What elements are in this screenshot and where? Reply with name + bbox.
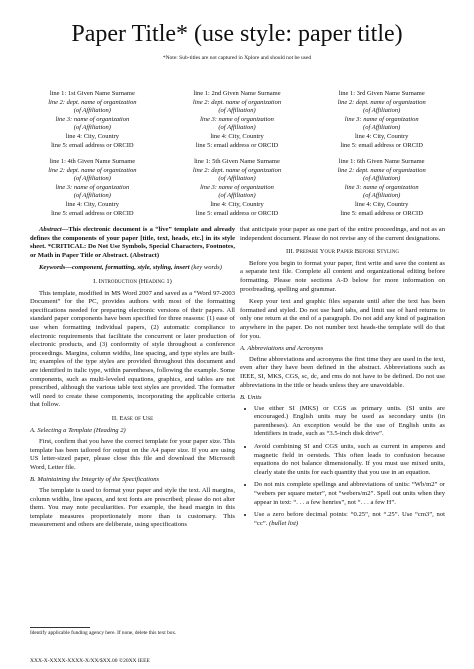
author-name: line 1: 4th Given Name Surname xyxy=(49,158,136,165)
subtitle-note: *Note: Sub-titles are not captured in Xplore and should not be used xyxy=(162,55,312,61)
author-block-4 xyxy=(20,158,165,218)
author-affiliation-2: (of Affiliation) xyxy=(73,192,111,200)
author-name: line 1: 6th Given Name Surname xyxy=(338,158,425,165)
list-item-text: Use a zero before decimal points: “0.25”, not “.25”. Use “cm3”, not “cc”. xyxy=(254,511,445,527)
list-item xyxy=(254,511,445,528)
right-column xyxy=(240,226,445,532)
author-city: line 4: City, Country xyxy=(210,200,264,208)
selecting-template-paragraph: First, confirm that you have the correct template for your paper size. This template has been tailored for output on the A4 paper size. If you are using US letter-sized paper, please close this file and download the Microsoft Word, Letter file. xyxy=(30,438,235,471)
author-org: line 3: name of organization xyxy=(200,183,274,191)
keywords-text: —component, formatting, style, styling, insert xyxy=(65,264,192,272)
author-dept: line 2: dept. name of organization xyxy=(48,98,137,106)
author-name: line 1: 5th Given Name Surname xyxy=(194,158,280,165)
keywords-lead: Keywords xyxy=(39,264,66,272)
author-affiliation: (of Affiliation) xyxy=(73,175,111,183)
author-city: line 4: City, Country xyxy=(65,200,120,208)
author-affiliation-2: (of Affiliation) xyxy=(218,124,256,132)
author-affiliation: (of Affiliation) xyxy=(218,107,256,115)
bullet-style-label: (bullet list) xyxy=(269,519,299,527)
units-bullet-list xyxy=(240,405,445,529)
author-affiliation-2: (of Affiliation) xyxy=(218,192,256,200)
subheading-abbreviations: A. Abbreviations and Acronyms xyxy=(240,345,324,353)
footnote-rule xyxy=(30,627,90,628)
author-name: line 1: 3rd Given Name Surname xyxy=(338,90,425,97)
author-affiliation: (of Affiliation) xyxy=(218,175,256,183)
section-heading-prepare: III. Prepare Your Paper Before Styling xyxy=(286,248,399,256)
author-dept: line 2: dept. name of organization xyxy=(337,98,426,106)
author-city: line 4: City, Country xyxy=(354,200,409,208)
author-email: line 5: email address or ORCID xyxy=(195,209,279,217)
author-email: line 5: email address or ORCID xyxy=(51,209,134,217)
section-heading-ease-of-use: II. Ease of Use xyxy=(111,414,154,422)
author-affiliation-2: (of Affiliation) xyxy=(73,124,111,132)
author-org: line 3: name of organization xyxy=(200,115,274,123)
abstract-lead: Abstract xyxy=(39,226,62,233)
author-email: line 5: email address or ORCID xyxy=(340,209,423,217)
subheading-selecting-template: A. Selecting a Template (Heading 2) xyxy=(30,427,126,435)
author-org: line 3: name of organization xyxy=(344,115,419,123)
keywords-style: (key words) xyxy=(191,264,222,272)
author-affiliation-2: (of Affiliation) xyxy=(363,192,401,200)
abstract-text: —This electronic document is a “live” template and already defines the components of your paper [title, text, heads, etc.] in its style sheet. *CRITICAL: Do Not Use Symbols, Special Characters, Footnotes, or Math in Paper Title or Abstract. (Abstract) xyxy=(30,226,235,259)
author-name: line 1: 2nd Given Name Surname xyxy=(193,90,281,97)
list-item: • Avoid combining SI and CGS units, such as current in amperes and magnetic field in oersteds. This often leads to confusion because equations do not balance dimensionally. If you must use mixed units, clearly state the units for each quantity that you use in an equation. xyxy=(254,443,445,477)
author-org: line 3: name of organization xyxy=(55,183,130,191)
author-dept: line 2: dept. name of organization xyxy=(192,166,282,174)
author-affiliation: (of Affiliation) xyxy=(363,107,401,115)
continued-paragraph: that anticipate your paper as one part of the entire proceedings, and not as an independent document. Please do not revise any of the current designations. xyxy=(240,226,445,242)
author-org: line 3: name of organization xyxy=(344,183,419,191)
author-block-3 xyxy=(309,90,454,150)
author-block-5 xyxy=(165,158,310,218)
intro-paragraph: This template, modified in MS Word 2007 and saved as a “Word 97-2003 Document” for the PC, provides authors with most of the formatting specifications needed for preparing electronic versions of their papers. All standard paper components have been specified for three reasons: (1) ease of use when formatting individual papers, (2) automatic compliance to electronic requirements that facilitate the concurrent or later production of electronic products, and (3) conformity of style throughout a conference proceedings. Margins, column widths, line spacing, and type styles are built-in; examples of the type styles are provided throughout this document and are identified in italic type, within parentheses, following the example. Some components, such as multi-leveled equations, graphics, and tables are not prescribed, although the various table text styles are provided. The formatter will need to create these components, incorporating the applicable criteria that follow. xyxy=(30,289,235,409)
prepare-paragraph-2: Keep your text and graphic files separate until after the text has been formatted and styled. Do not use hard tabs, and limit use of hard returns to only one return at the end of a paragraph. Do not add any kind of pagination anywhere in the paper. Do not number text heads-the template will do that for you. xyxy=(240,298,445,340)
author-row-2 xyxy=(20,158,454,218)
author-city: line 4: City, Country xyxy=(65,132,120,140)
abbreviations-paragraph: Define abbreviations and acronyms the first time they are used in the text, even after they have been defined in the abstract. Abbreviations such as IEEE, SI, MKS, CGS, sc, dc, and rms do not have to be defined. Do not use abbreviations in the title or heads unless they are unavoidable. xyxy=(240,355,445,389)
author-dept: line 2: dept. name of organization xyxy=(337,166,426,174)
author-affiliation: (of Affiliation) xyxy=(363,175,401,183)
author-email: line 5: email address or ORCID xyxy=(51,141,134,149)
author-name: line 1: 1st Given Name Surname xyxy=(49,90,135,97)
author-affiliation: (of Affiliation) xyxy=(73,107,111,115)
author-block-6 xyxy=(309,158,454,218)
author-email: line 5: email address or ORCID xyxy=(340,141,423,149)
author-email: line 5: email address or ORCID xyxy=(195,141,279,149)
author-dept: line 2: dept. name of organization xyxy=(192,98,282,106)
prepare-paragraph-1: Before you begin to format your paper, first write and save the content as a separate text file. Complete all content and organizational editing before formatting. Please note sections A-D below for more information on proofreading, spelling and grammar. xyxy=(240,259,445,293)
author-dept: line 2: dept. name of organization xyxy=(48,166,137,174)
keywords xyxy=(30,264,235,273)
list-item: • Use either SI (MKS) or CGS as primary units. (SI units are encouraged.) English units may be used as secondary units (in parentheses). An exception would be the use of English units as identifiers in trade, such as “3.5-inch disk drive”. xyxy=(254,405,445,439)
list-item: • Do not mix complete spellings and abbreviations of units: “Wb/m2” or “webers per square meter”, not “webers/m2”. Spell out units when they appear in text: “. . . a few henries”, not “. . . a few H”. xyxy=(254,481,445,507)
abstract xyxy=(30,226,235,260)
integrity-paragraph: The template is used to format your paper and style the text. All margins, column widths, line spaces, and text fonts are prescribed; please do not alter them. You may note peculiarities. For example, the head margin in this template measures proportionately more than is customary. This measurement and others are deliberate, using specifications xyxy=(30,487,235,529)
left-column xyxy=(30,226,235,530)
paper-title: Paper Title* (use style: paper title) xyxy=(71,21,403,47)
author-row-1 xyxy=(20,90,454,150)
copyright-id: XXX-X-XXXX-XXXX-X/XX/$XX.00 ©20XX IEEE xyxy=(30,658,150,664)
author-block-2 xyxy=(165,90,310,150)
author-city: line 4: City, Country xyxy=(210,132,264,140)
section-heading-introduction: I. Introduction (Heading 1) xyxy=(93,277,172,285)
subheading-integrity: B. Maintaining the Integrity of the Specifications xyxy=(30,476,160,484)
author-org: line 3: name of organization xyxy=(55,115,130,123)
subheading-units: B. Units xyxy=(240,394,262,402)
author-city: line 4: City, Country xyxy=(354,132,409,140)
author-affiliation-2: (of Affiliation) xyxy=(363,124,401,132)
footnote: Identify applicable funding agency here. If none, delete this text box. xyxy=(30,630,177,636)
author-block-1 xyxy=(20,90,165,150)
